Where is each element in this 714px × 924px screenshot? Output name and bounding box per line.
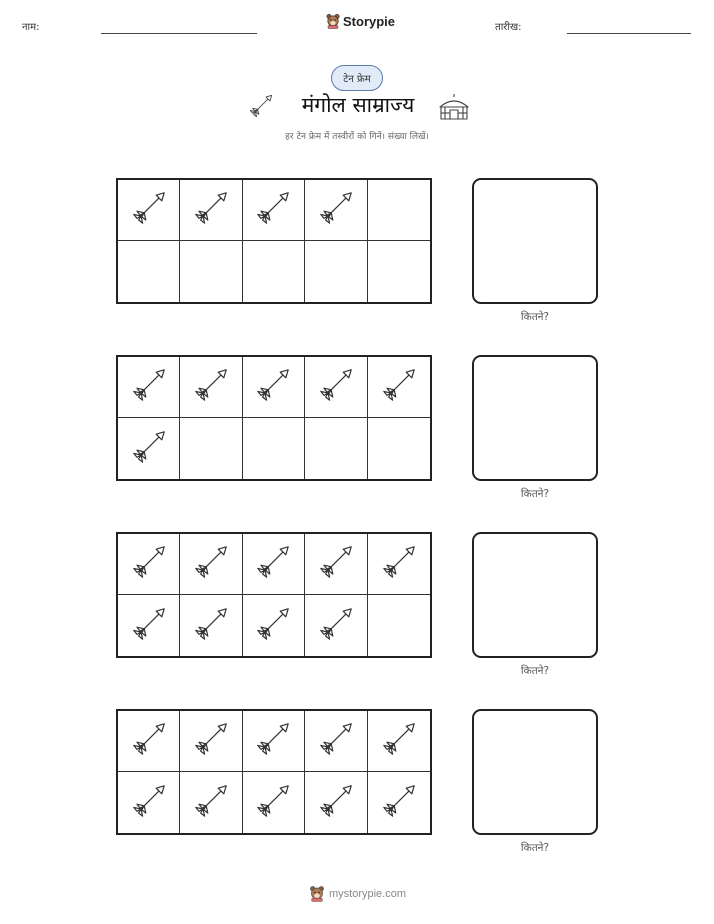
arrow-icon: [316, 719, 356, 763]
arrow-icon: [316, 781, 356, 825]
ten-frame-cell: [243, 534, 305, 595]
arrow-icon: [129, 604, 169, 648]
ten-frame-cell: [118, 772, 180, 833]
ten-frame-cell: [368, 772, 430, 833]
date-label: तारीख:: [495, 22, 522, 33]
arrow-icon: [316, 604, 356, 648]
ten-frame-cell: [368, 418, 430, 479]
answer-label: कितने?: [520, 842, 550, 854]
ten-frame-cell: [368, 595, 430, 656]
answer-box[interactable]: [472, 532, 598, 658]
arrow-icon: [253, 188, 293, 232]
ten-frame-cell: [118, 357, 180, 418]
date-line: [567, 33, 691, 34]
ten-frame-cell: [180, 418, 242, 479]
arrow-icon: [129, 781, 169, 825]
ten-frame-cell: [368, 711, 430, 772]
ten-frame-cell: [243, 180, 305, 241]
arrow-icon: [129, 427, 169, 471]
brand-name: Storypie: [343, 13, 396, 29]
ten-frame-cell: [243, 711, 305, 772]
name-label: नाम:: [22, 22, 40, 33]
brand-logo: [326, 13, 395, 29]
instructions: हर टेन फ्रेम में तस्वीरों को गिनें। संख्या लिखें।: [285, 132, 429, 142]
footer-site: mystorypie.com: [329, 887, 407, 900]
ten-frame-cell: [305, 241, 367, 302]
arrow-icon: [253, 719, 293, 763]
answer-box[interactable]: [472, 709, 598, 835]
ten-frame-cell: [180, 357, 242, 418]
ten-frame: [116, 709, 432, 835]
answer-label: कितने?: [520, 665, 550, 677]
ten-frame-cell: [305, 534, 367, 595]
ten-frame-cell: [243, 418, 305, 479]
arrow-icon: [379, 542, 419, 586]
arrow-icon: [253, 365, 293, 409]
page-title: मंगोल साम्राज्य: [301, 93, 415, 117]
ten-frame-cell: [305, 418, 367, 479]
ten-frame-cell: [180, 534, 242, 595]
answer-box[interactable]: [472, 178, 598, 304]
arrow-icon: [129, 542, 169, 586]
arrow-icon: [191, 365, 231, 409]
arrow-icon: [191, 188, 231, 232]
arrow-icon: [316, 365, 356, 409]
arrow-icon: [191, 604, 231, 648]
arrow-icon: [379, 365, 419, 409]
ten-frame-cell: [118, 534, 180, 595]
arrow-icon: [253, 604, 293, 648]
ten-frame-cell: [118, 595, 180, 656]
ten-frame-cell: [118, 711, 180, 772]
answer-label: कितने?: [520, 311, 550, 323]
ten-frame-cell: [305, 357, 367, 418]
ten-frame-cell: [118, 418, 180, 479]
ten-frame-cell: [243, 241, 305, 302]
arrow-icon: [191, 781, 231, 825]
name-line: [101, 33, 257, 34]
ten-frame-cell: [180, 711, 242, 772]
yurt-icon: [437, 92, 471, 122]
answer-label: कितने?: [520, 488, 550, 500]
ten-frame-cell: [368, 534, 430, 595]
ten-frame-cell: [243, 772, 305, 833]
ten-frame-cell: [118, 241, 180, 302]
ten-frame: [116, 355, 432, 481]
ten-frame-cell: [243, 357, 305, 418]
ten-frame-cell: [305, 595, 367, 656]
arrow-icon: [129, 365, 169, 409]
ten-frame-cell: [368, 241, 430, 302]
ten-frame-cell: [305, 711, 367, 772]
ten-frame-cell: [180, 772, 242, 833]
ten-frame-cell: [243, 595, 305, 656]
ten-frame-cell: [368, 180, 430, 241]
ten-frame-cell: [180, 241, 242, 302]
ten-frame-cell: [368, 357, 430, 418]
arrow-icon: [379, 719, 419, 763]
ten-frame-cell: [118, 180, 180, 241]
bear-mascot-icon: [326, 13, 340, 29]
answer-box[interactable]: [472, 355, 598, 481]
ten-frame: [116, 178, 432, 304]
arrow-icon: [129, 719, 169, 763]
footer: [309, 885, 406, 902]
arrow-icon: [253, 542, 293, 586]
arrow-icon: [247, 92, 275, 120]
arrow-icon: [316, 542, 356, 586]
arrow-icon: [379, 781, 419, 825]
ten-frame-cell: [305, 772, 367, 833]
arrow-icon: [253, 781, 293, 825]
ten-frame-cell: [180, 595, 242, 656]
ten-frame-cell: [305, 180, 367, 241]
arrow-icon: [191, 719, 231, 763]
ten-frame: [116, 532, 432, 658]
arrow-icon: [129, 188, 169, 232]
topic-badge: टेन फ्रेम: [331, 65, 383, 91]
arrow-icon: [316, 188, 356, 232]
ten-frame-cell: [180, 180, 242, 241]
bear-mascot-icon: [309, 885, 325, 902]
arrow-icon: [191, 542, 231, 586]
